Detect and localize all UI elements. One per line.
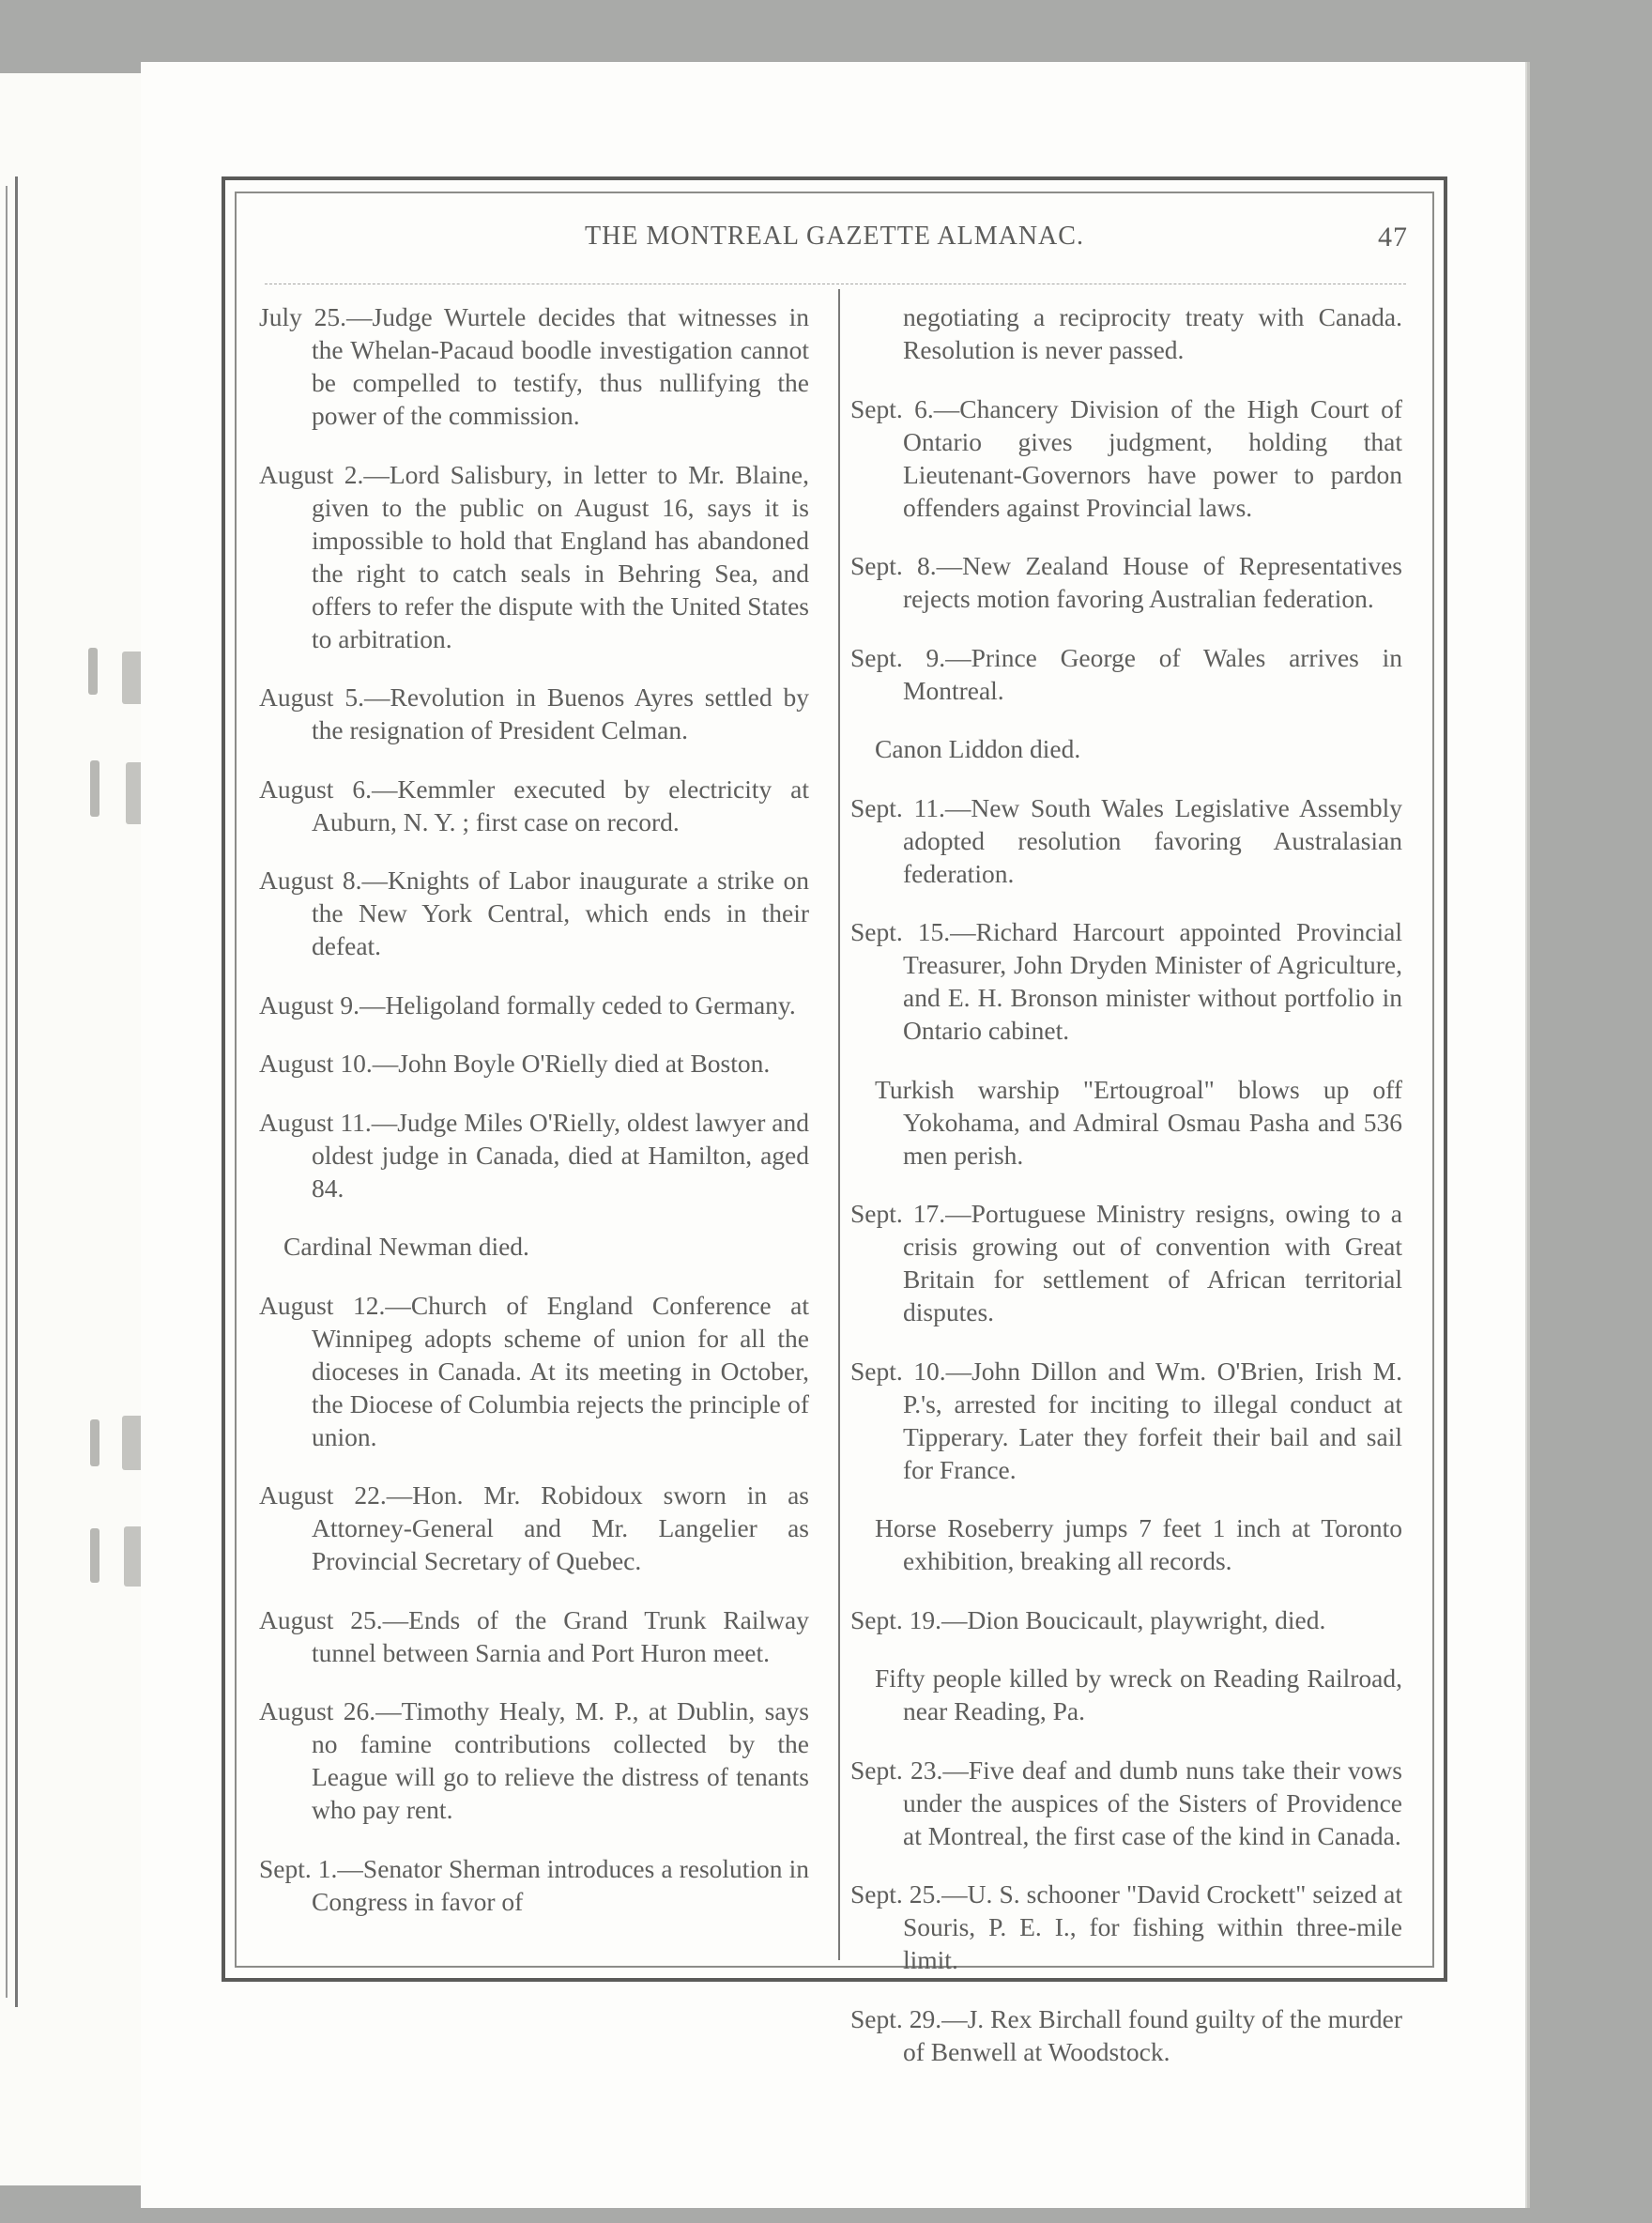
chronology-entry: Sept. 19.—Dion Boucicault, playwright, died. [850, 1604, 1326, 1634]
chronology-entry: August 22.—Hon. Mr. Robidoux sworn in as Attorney-General and Mr. Langelier as Provincial Secretary of Quebec. [259, 1480, 809, 1575]
chronology-entry: Turkish warship "Ertougroal" blows up off Yokohama, and Admiral Osmau Pasha and 536 men perish. [875, 1074, 1402, 1170]
chronology-entry-continued: negotiating a reciprocity treaty with Canada. Resolution is never passed. [903, 302, 1402, 364]
chronology-entry: August 10.—John Boyle O'Rielly died at Boston. [259, 1049, 771, 1078]
binding-staple-5 [90, 1419, 99, 1466]
chronology-entry: Sept. 25.—U. S. schooner "David Crockett" seized at Souris, P. E. I., for fishing within three-mile limit. [850, 1879, 1402, 1974]
binding-staple-3 [90, 760, 99, 817]
page-number: 47 [1378, 222, 1408, 253]
facing-page-frame-line-inner [0, 186, 8, 1998]
running-header [235, 222, 1434, 259]
binding-staple-1 [88, 648, 98, 695]
chronology-entry: July 25.—Judge Wurtele decides that witnesses in the Whelan-Pacaud boodle investigation cannot be compelled to testify, thus nullifying the power of the commission. [259, 302, 809, 430]
chronology-entry: August 2.—Lord Salisbury, in letter to Mr. Blaine, given to the public on August 16, says it is impossible to hold that England has abandoned the right to catch seals in Behring Sea, and offers to refer the dispute with the United States to arbitration. [259, 459, 809, 653]
right-column [850, 300, 1402, 2072]
chronology-entry: Sept. 23.—Five deaf and dumb nuns take their vows under the auspices of the Sisters of Providence at Montreal, the first case of the kind in Canada. [850, 1755, 1402, 1850]
chronology-entry: August 6.—Kemmler executed by electricity at Auburn, N. Y. ; first case on record. [259, 774, 809, 836]
chronology-entry: Sept. 15.—Richard Harcourt appointed Provincial Treasurer, John Dryden Minister of Agriculture, and E. H. Bronson minister without portfolio in Ontario cabinet. [850, 917, 1402, 1045]
chronology-entry: Cardinal Newman died. [283, 1232, 529, 1261]
chronology-entry: August 11.—Judge Miles O'Rielly, oldest lawyer and oldest judge in Canada, died at Hamilton, aged 84. [259, 1107, 809, 1203]
chronology-entry: Sept. 10.—John Dillon and Wm. O'Brien, Irish M. P.'s, arrested for inciting to illegal conduct at Tipperary. Later they forfeit their bail and sail for France. [850, 1356, 1402, 1484]
chronology-entry: Sept. 6.—Chancery Division of the High Court of Ontario gives judgment, holding that Lieutenant-Governors have power to pardon offenders against Provincial laws. [850, 393, 1402, 522]
facing-page-edge [0, 73, 144, 2185]
chronology-entry: Horse Roseberry jumps 7 feet 1 inch at Toronto exhibition, breaking all records. [875, 1513, 1402, 1575]
chronology-entry: Sept. 9.—Prince George of Wales arrives in Montreal. [850, 642, 1402, 705]
chronology-entry: August 12.—Church of England Conference at Winnipeg adopts scheme of union for all the dioceses in Canada. At its meeting in October, the Diocese of Columbia rejects the principle of union. [259, 1290, 809, 1451]
chronology-entry: Fifty people killed by wreck on Reading Railroad, near Reading, Pa. [875, 1663, 1402, 1725]
chronology-entry: August 25.—Ends of the Grand Trunk Railway tunnel between Sarnia and Port Huron meet. [259, 1604, 809, 1667]
chronology-entry: Canon Liddon died. [875, 734, 1081, 763]
left-column [259, 300, 809, 1922]
chronology-entry: August 9.—Heligoland formally ceded to Germany. [259, 989, 796, 1020]
chronology-entry: August 8.—Knights of Labor inaugurate a strike on the New York Central, which ends in their defeat. [259, 866, 809, 960]
chronology-entry: Sept. 17.—Portuguese Ministry resigns, owing to a crisis growing out of convention with Great Britain for settlement of African territorial disputes. [850, 1199, 1402, 1326]
column-divider [838, 289, 840, 1960]
publication-title: THE MONTREAL GAZETTE ALMANAC. [585, 222, 1084, 251]
chronology-entry: Sept. 11.—New South Wales Legislative Assembly adopted resolution favoring Australasian federation. [850, 792, 1402, 888]
chronology-entry: Sept. 1.—Senator Sherman introduces a resolution in Congress in favor of [259, 1853, 809, 1916]
chronology-entry: August 5.—Revolution in Buenos Ayres settled by the resignation of President Celman. [259, 682, 809, 744]
binding-staple-7 [90, 1528, 99, 1583]
chronology-entry: Sept. 8.—New Zealand House of Representatives rejects motion favoring Australian federation. [850, 551, 1402, 613]
chronology-entry: August 26.—Timothy Healy, M. P., at Dublin, says no famine contributions collected by the League will go to relieve the distress of tenants who pay rent. [259, 1696, 809, 1824]
chronology-entry: Sept. 29.—J. Rex Birchall found guilty of the murder of Benwell at Woodstock. [850, 2003, 1402, 2066]
